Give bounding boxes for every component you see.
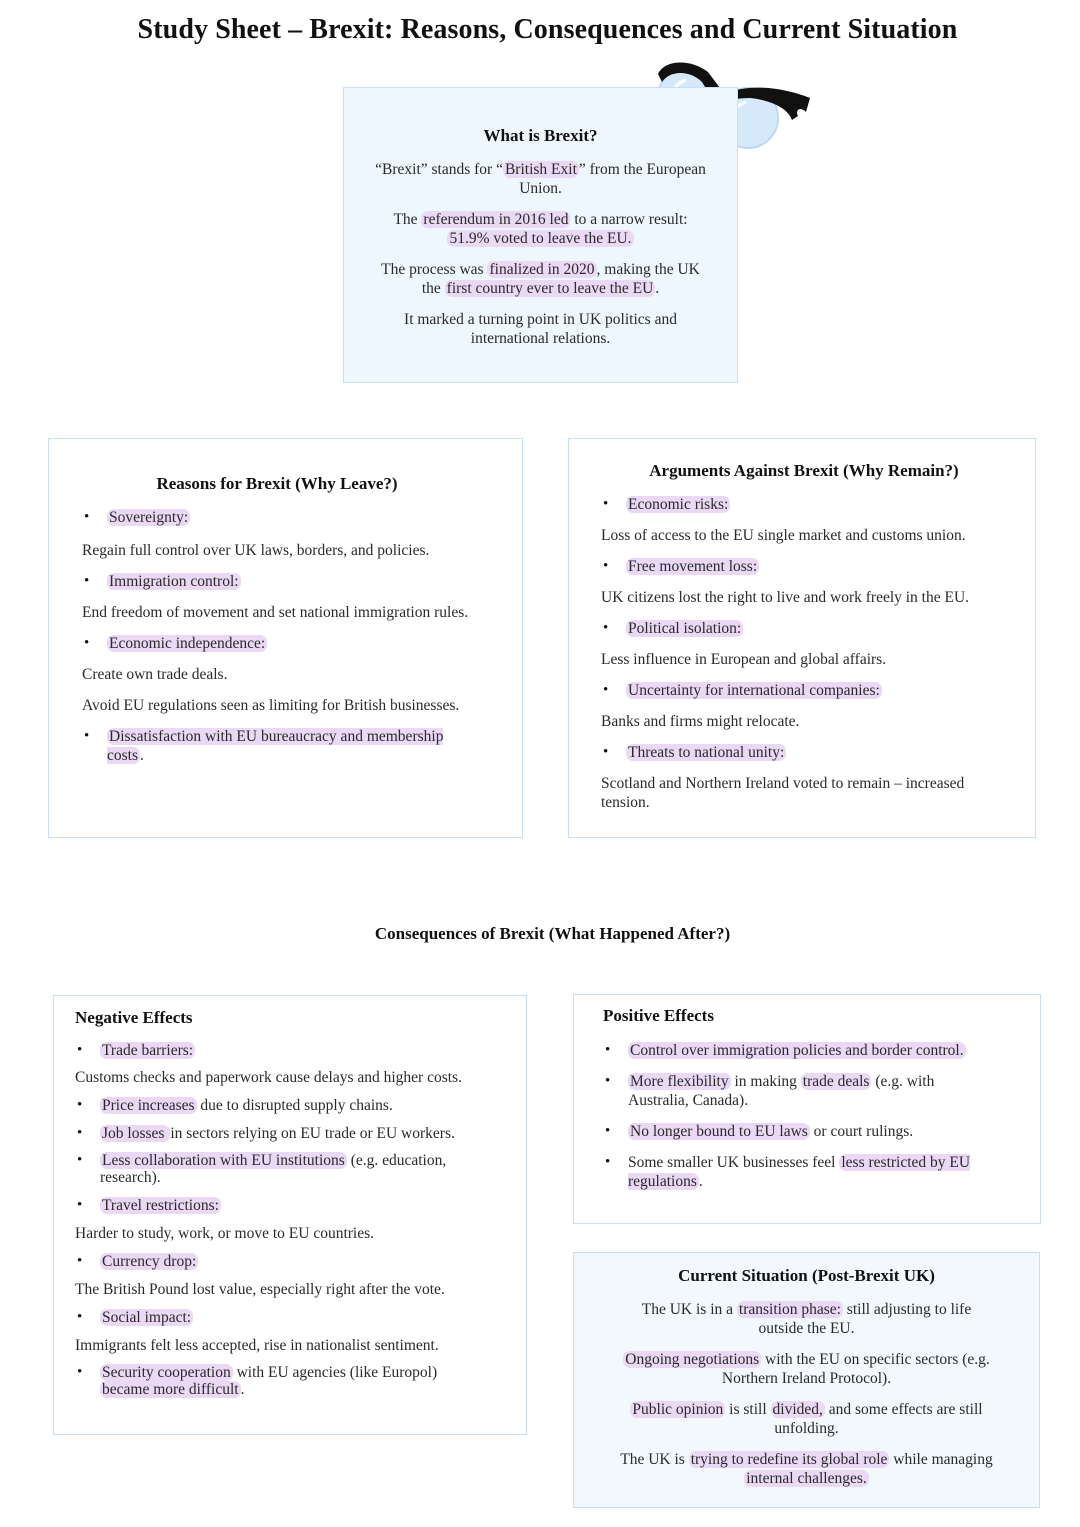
list-item: • Control over immigration policies and border control. <box>603 1041 980 1060</box>
negative-text-5: Harder to study, work, or move to EU countries. <box>75 1225 375 1242</box>
what-is-p2: The referendum in 2016 led to a narrow result: 51.9% voted to leave the EU. <box>393 211 688 247</box>
list-item: • Currency drop: <box>75 1252 486 1271</box>
list-item: • Uncertainty for international companies: <box>601 681 1007 700</box>
reasons-box <box>48 438 523 838</box>
list-item: • Political isolation: <box>601 619 1007 638</box>
current-p4: The UK is trying to redefine its global role while managing internal challenges. <box>620 1451 993 1487</box>
list-item: • Some smaller UK businesses feel less restricted by EU regulations . <box>603 1153 980 1191</box>
negative-text-6: The British Pound lost value, especially right after the vote. <box>75 1281 445 1298</box>
reasons-text-3a: Create own trade deals. <box>82 666 228 683</box>
against-text-2: UK citizens lost the right to live and work freely in the EU. <box>601 589 970 606</box>
current-situation-box <box>573 1252 1040 1508</box>
against-text-5: Scotland and Northern Ireland voted to remain – increased tension. <box>601 775 965 811</box>
against-box <box>568 438 1036 838</box>
against-text-3: Less influence in European and global affairs. <box>601 651 887 668</box>
against-text-1: Loss of access to the EU single market and customs union. <box>601 527 966 544</box>
list-item: • Security cooperation with EU agencies (like Europol) became more difficult . <box>75 1364 486 1398</box>
list-item: • No longer bound to EU laws or court rulings. <box>603 1122 980 1141</box>
list-item: • Travel restrictions: <box>75 1196 486 1215</box>
list-item: • Social impact: <box>75 1308 486 1327</box>
list-item: • Trade barriers: <box>75 1041 486 1060</box>
what-is-p1: “Brexit” stands for “ British Exit ” from the European Union. <box>375 161 706 197</box>
reasons-heading: Reasons for Brexit (Why Leave?) <box>156 474 398 493</box>
current-heading: Current Situation (Post-Brexit UK) <box>678 1266 935 1285</box>
positive-heading: Positive Effects <box>603 1006 714 1025</box>
positive-effects-box <box>573 994 1041 1224</box>
reasons-text-1: Regain full control over UK laws, borders, and policies. <box>82 542 430 559</box>
current-p3: Public opinion is still divided, and some effects are still unfolding. <box>632 1401 983 1437</box>
what-is-brexit-box <box>343 87 738 383</box>
list-item: • Threats to national unity: <box>601 743 1007 762</box>
list-item: • Immigration control: <box>82 572 472 591</box>
list-item: • Economic risks: <box>601 495 1007 514</box>
current-p2: Ongoing negotiations with the EU on specific sectors (e.g. Northern Ireland Protocol). <box>625 1351 990 1387</box>
list-item: • Job losses in sectors relying on EU trade or EU workers. <box>75 1124 486 1143</box>
list-item: • Economic independence: <box>82 634 472 653</box>
what-is-p4: It marked a turning point in UK politics and international relations. <box>404 311 677 347</box>
list-item: • More flexibility in making trade deals (e.g. with Australia, Canada). <box>603 1072 980 1110</box>
list-item: • Sovereignty: <box>82 508 472 527</box>
against-heading: Arguments Against Brexit (Why Remain?) <box>649 461 959 480</box>
reasons-text-2: End freedom of movement and set national immigration rules. <box>82 604 469 621</box>
page-title: Study Sheet – Brexit: Reasons, Consequences and Current Situation <box>137 14 958 45</box>
negative-heading: Negative Effects <box>75 1008 193 1027</box>
what-is-p3: The process was finalized in 2020 , making the UK the first country ever to leave the EU . <box>381 261 700 297</box>
against-text-4: Banks and firms might relocate. <box>601 713 800 730</box>
list-item: • Dissatisfaction with EU bureaucracy and membership costs . <box>82 727 472 765</box>
negative-effects-box <box>53 995 527 1435</box>
reasons-text-3b: Avoid EU regulations seen as limiting for British businesses. <box>82 697 460 714</box>
negative-text-1: Customs checks and paperwork cause delays and higher costs. <box>75 1069 462 1086</box>
list-item: • Free movement loss: <box>601 557 1007 576</box>
current-p1: The UK is in a transition phase: still adjusting to life outside the EU. <box>641 1301 972 1337</box>
what-is-brexit-heading: What is Brexit? <box>483 126 598 145</box>
negative-text-7: Immigrants felt less accepted, rise in nationalist sentiment. <box>75 1337 439 1354</box>
list-item: • Price increases due to disrupted supply chains. <box>75 1096 486 1115</box>
consequences-heading: Consequences of Brexit (What Happened After?) <box>374 924 731 943</box>
list-item: • Less collaboration with EU institutions (e.g. education, research). <box>75 1152 486 1186</box>
